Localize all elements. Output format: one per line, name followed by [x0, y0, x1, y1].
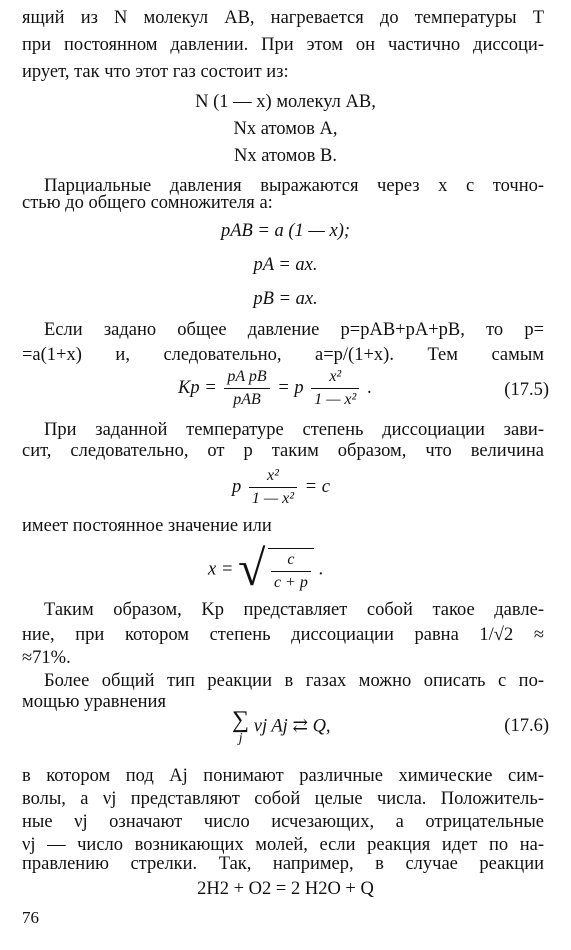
- fraction-denominator: 1 — x²: [251, 490, 294, 507]
- equation-x: [208, 540, 324, 598]
- equation-number: (17.6): [504, 716, 549, 736]
- eq-post: = c: [304, 476, 330, 497]
- fraction-numerator: x²: [311, 368, 359, 389]
- radical-sign-icon: √: [237, 540, 266, 596]
- formula-line: N (1 — x) молекул AB,: [195, 92, 376, 112]
- formula-line: 2H2 + O2 = 2 H2O + Q: [197, 879, 374, 899]
- fraction: [249, 467, 297, 508]
- formula-line: Nx атомов B.: [234, 146, 337, 166]
- text-line: мощью уравнения: [22, 692, 166, 712]
- fraction-denominator: pAB: [233, 391, 261, 408]
- equation-c: [232, 467, 330, 511]
- formula-line: pAB = a (1 — x);: [220, 221, 351, 241]
- text-line: в котором под Aj понимают различные химические сим-: [22, 766, 544, 786]
- text-line: ящий из N молекул AB, нагревается до температуры T: [22, 8, 544, 28]
- equation-17-5: [178, 368, 372, 418]
- fraction: [224, 368, 269, 409]
- text-line: правлению стрелки. Так, например, в случае реакции: [22, 854, 544, 874]
- square-root: [237, 540, 314, 596]
- sigma-icon: ∑: [232, 707, 250, 733]
- eq-tail: .: [366, 377, 372, 398]
- text-line: =a(1+x) и, следовательно, a=p/(1+x). Тем самым: [22, 345, 544, 365]
- equation-17-6: [232, 708, 331, 756]
- text-line: νj — число возникающих молей, если реакция идет по на-: [22, 835, 544, 855]
- eq-body: νj Aj ⇄ Q,: [253, 716, 331, 737]
- text-line: ние, при котором степень диссоциации равна 1/√2 ≈: [22, 625, 544, 645]
- eq-mid: = p: [277, 377, 304, 398]
- text-line: сит, следовательно, от p таким образом, что величина: [22, 441, 544, 461]
- formula-line: pB = ax.: [253, 289, 318, 309]
- summation: [232, 708, 249, 746]
- text-line: Таким образом, Kp представляет собой такое давле-: [44, 600, 544, 620]
- eq-lhs: Kp =: [178, 377, 217, 398]
- text-line: стью до общего сомножителя a:: [22, 193, 273, 213]
- formula-line: pA = ax.: [253, 255, 318, 275]
- text-line: при постоянном давлении. При этом он частично диссоци-: [22, 35, 544, 55]
- fraction-numerator: c: [271, 551, 311, 572]
- equation-number: (17.5): [504, 380, 549, 400]
- eq-pre: p: [232, 476, 242, 497]
- eq-lhs: x =: [208, 559, 234, 580]
- formula-line: Nx атомов A,: [233, 119, 338, 139]
- text-line: Парциальные давления выражаются через x с точно-: [44, 176, 544, 196]
- text-line: Более общий тип реакции в газах можно описать с по-: [44, 671, 544, 691]
- text-line: волы, а νj представляют собой целые числа. Положитель-: [22, 789, 544, 809]
- fraction: [271, 551, 311, 592]
- radical-body: [268, 548, 314, 592]
- page-number: 76: [22, 908, 39, 927]
- text-line: ≈71%.: [22, 648, 71, 668]
- eq-tail: .: [318, 559, 324, 580]
- fraction-numerator: x²: [249, 467, 297, 488]
- text-line: ирует, так что этот газ состоит из:: [22, 62, 289, 82]
- text-line: Если задано общее давление p=pAB+pA+pB, то p=: [44, 320, 544, 340]
- sum-index: j: [238, 731, 243, 746]
- text-line: имеет постоянное значение или: [22, 516, 272, 536]
- text-line: При заданной температуре степень диссоциации зави-: [44, 420, 544, 440]
- text-line: ные νj означают число исчезающих, а отрицательные: [22, 812, 544, 832]
- fraction-denominator: 1 — x²: [314, 391, 357, 408]
- fraction-numerator: pA pB: [224, 368, 269, 389]
- fraction: [311, 368, 359, 409]
- fraction-denominator: c + p: [273, 574, 308, 591]
